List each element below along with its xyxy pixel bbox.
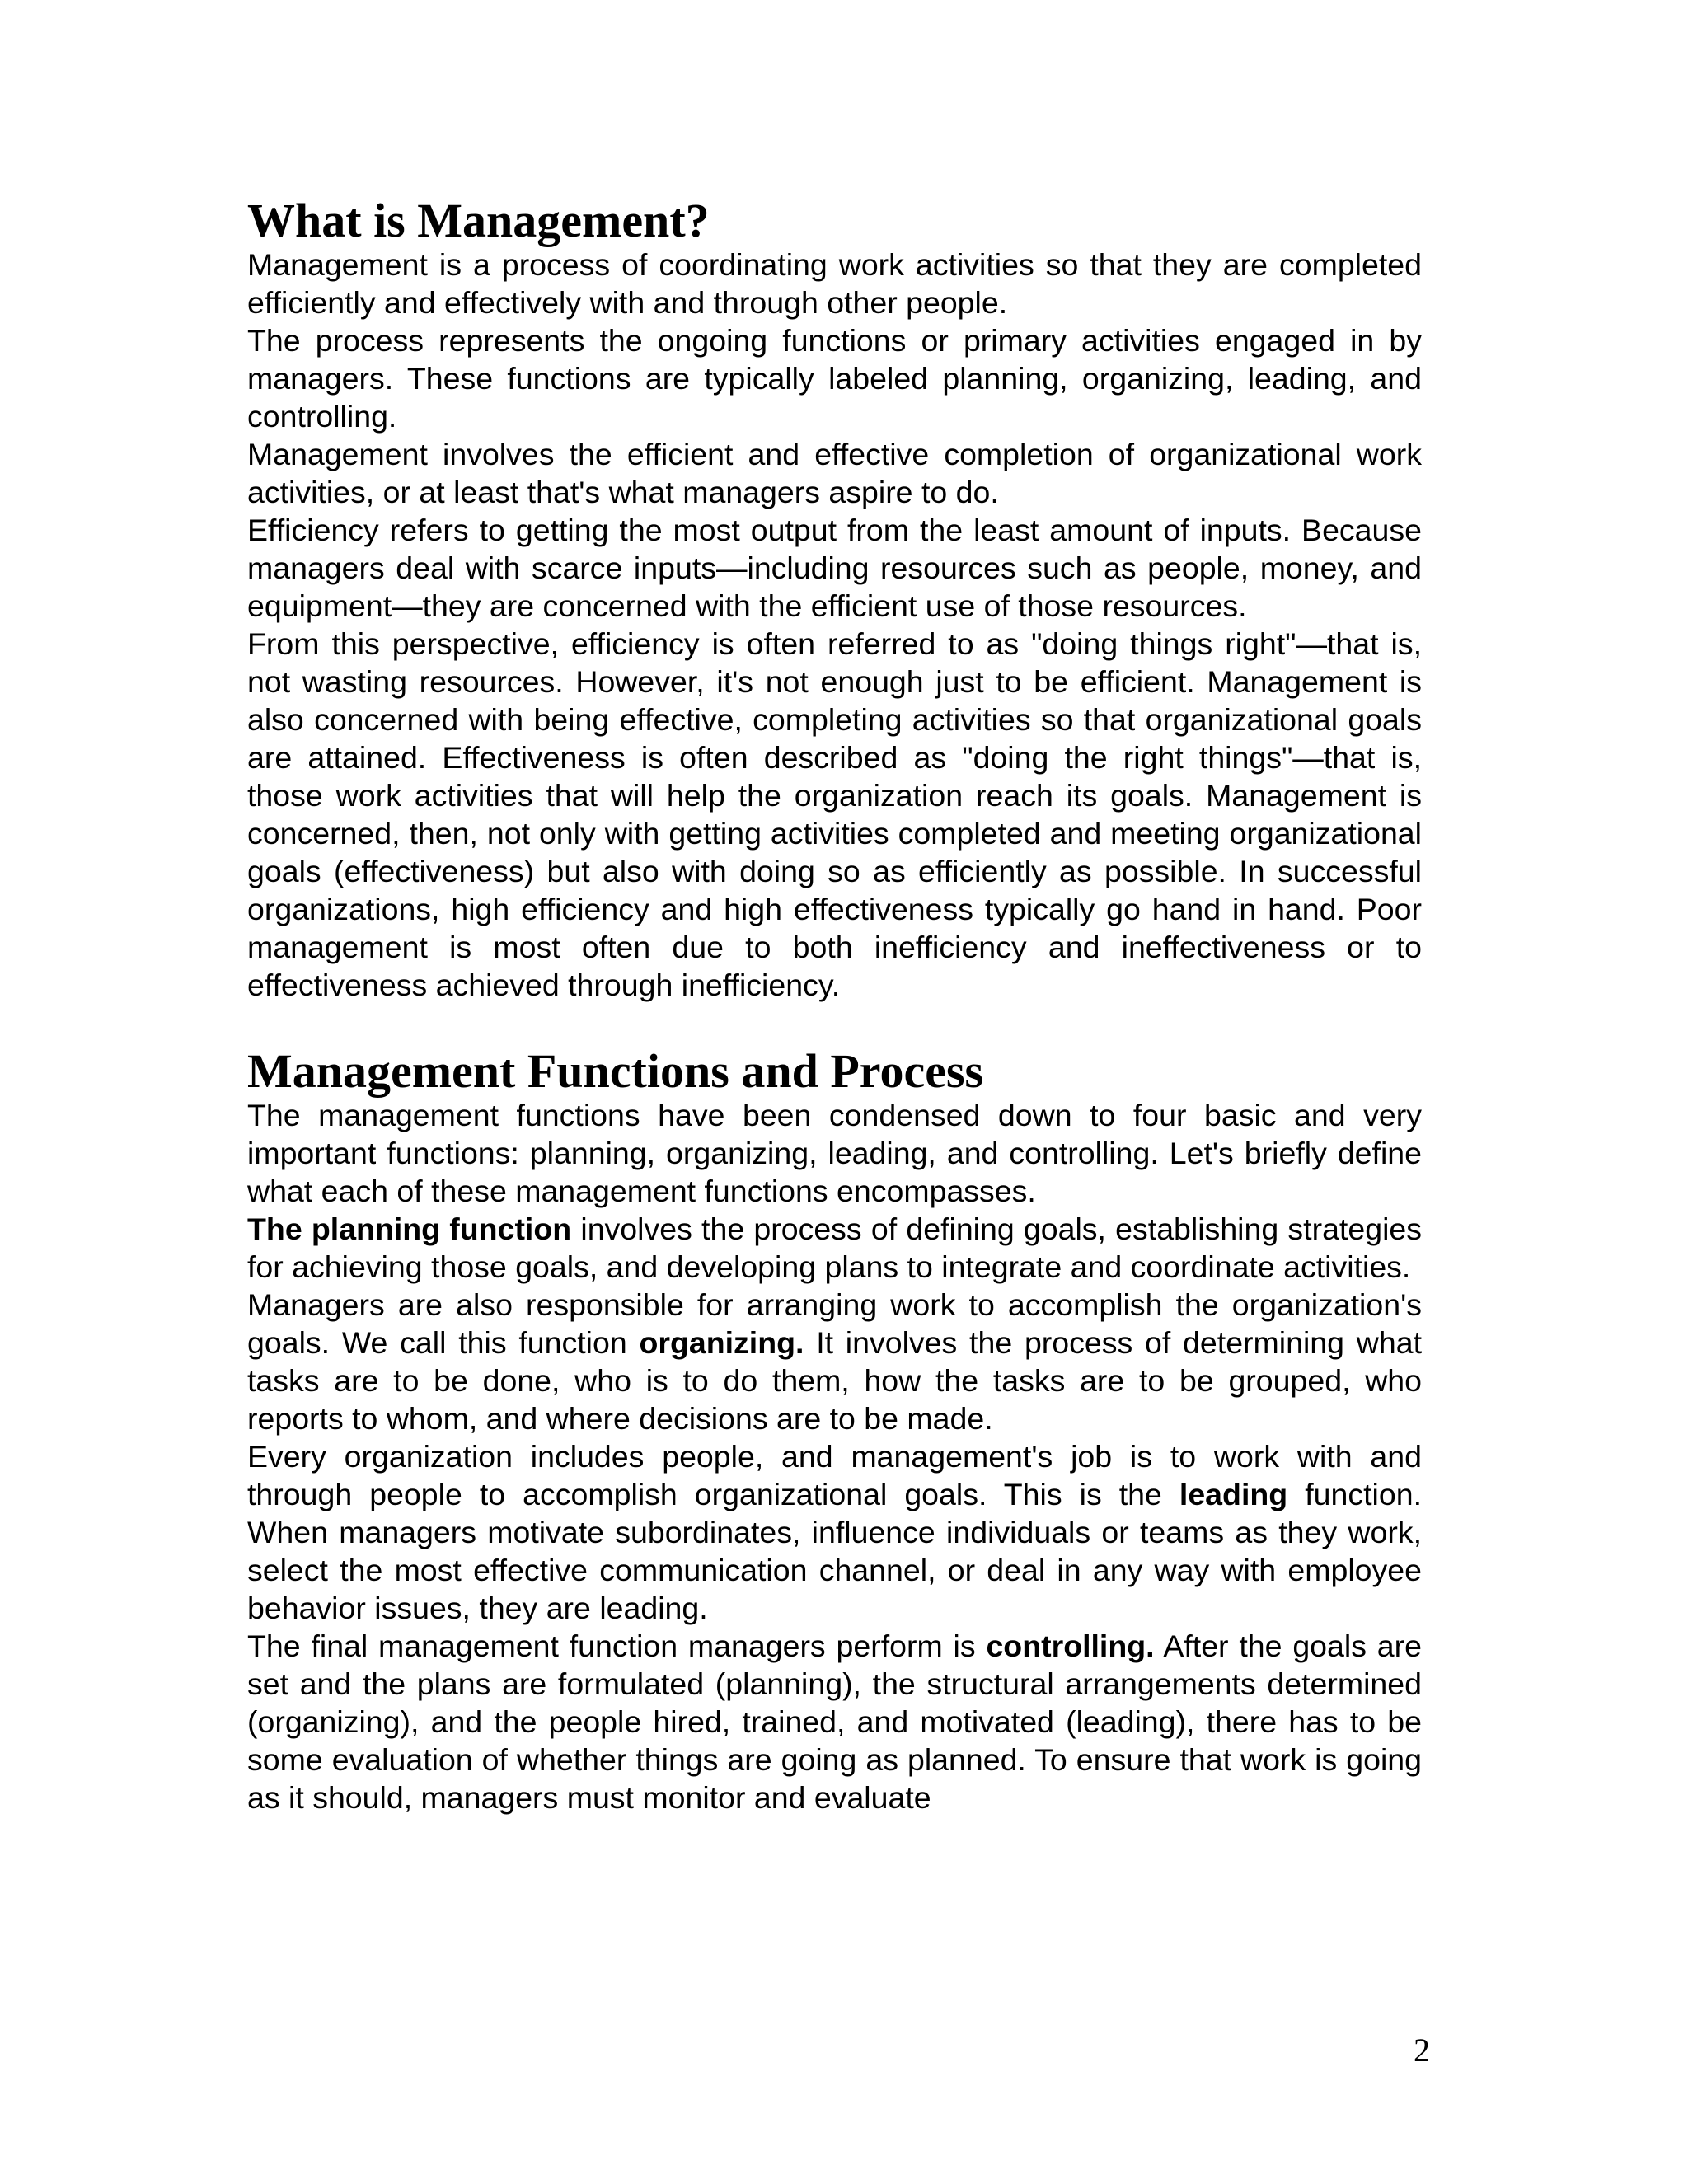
paragraph: Management involves the efficient and effective completion of organizational work activities, or at least that's what managers aspire to do. — [247, 437, 1422, 509]
text: The final management function managers perform is — [247, 1629, 987, 1663]
section-heading-management-functions: Management Functions and Process — [247, 1044, 984, 1098]
term-planning: The planning function — [247, 1212, 572, 1246]
text: involves the process of defining goals, establishing strategies for achieving those goals, and developing plans to integrate and coordinate activities. — [247, 1212, 1423, 1284]
paragraph-organizing — [247, 1286, 1422, 1437]
paragraph: From this perspective, efficiency is often referred to as "doing things right"—that is, not wasting resources. However, it's not enough just to be efficient. Management is also concerned with being effective, completing activities so that organizational goals are attained. Effectiveness is often described as "doing the right things"—that is, those work activities that will help the organization reach its goals. Management is concerned, then, not only with getting activities completed and meeting organizational goals (effectiveness) but also with doing so as efficiently as possible. In successful organizations, high efficiency and high effectiveness typically go hand in hand. Poor management is most often due to both inefficiency and ineffectiveness or to effectiveness achieved through inefficiency. — [247, 626, 1422, 1002]
paragraph: Management is a process of coordinating work activities so that they are completed efficiently and effectively with and through other people. — [247, 247, 1422, 320]
text: Managers are also responsible for arranging work to accomplish the organization's goals. We call this function — [247, 1287, 1422, 1360]
paragraph: Efficiency refers to getting the most output from the least amount of inputs. Because managers deal with scarce inputs—including resources such as people, money, and equipment—they are concerned with the efficient use of those resources. — [247, 513, 1422, 623]
paragraph-controlling — [247, 1627, 1422, 1816]
text: function. When managers motivate subordinates, influence individuals or teams as they work, select the most effective communication channel, or deal in any way with employee behavior issues, they are leading. — [247, 1477, 1422, 1625]
paragraph-leading — [247, 1437, 1422, 1627]
paragraph-planning — [247, 1210, 1422, 1286]
paragraph-intro: The management functions have been condensed down to four basic and very important functions: planning, organizing, leading, and controlling. Let's briefly define what each of these management functions encompasses. — [247, 1098, 1422, 1208]
term-organizing: organizing. — [639, 1325, 804, 1360]
text: It involves the process of determining what tasks are to be done, who is to do them, how the tasks are to be grouped, who reports to whom, and where decisions are to be made. — [247, 1325, 1422, 1436]
text: Every organization includes people, and management's job is to work with and through people to accomplish organizational goals. This is the — [247, 1439, 1422, 1511]
term-leading: leading — [1179, 1477, 1288, 1511]
page-number: 2 — [1414, 2032, 1430, 2069]
text: After the goals are set and the plans are formulated (planning), the structural arrangements determined (organizing), and the people hired, trained, and motivated (leading), there has to be some evaluation of whether things are going as planned. To ensure that work is going as it should, managers must monitor and evaluate — [247, 1629, 1422, 1815]
paragraph: The process represents the ongoing functions or primary activities engaged in by managers. These functions are typically labeled planning, organizing, leading, and controlling. — [247, 323, 1422, 434]
page-content — [247, 196, 1422, 1816]
section-heading-what-is-management: What is Management? — [247, 194, 710, 247]
term-controlling: controlling. — [986, 1629, 1155, 1663]
